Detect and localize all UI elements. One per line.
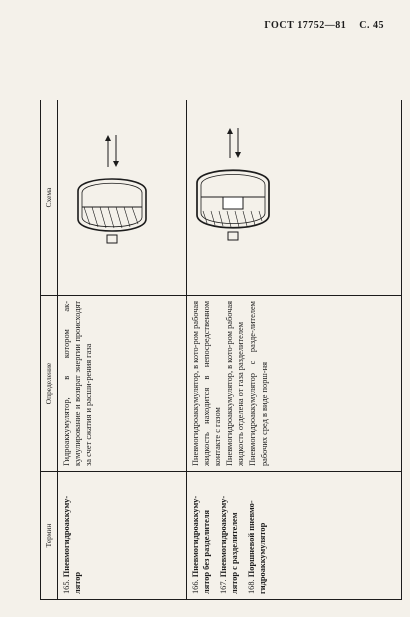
- definition-text: Пневмогидроаккумулятор, в кото-ром рабочая жидкость отделена от газа разделителем: [225, 301, 246, 466]
- accumulator-schematic-icon: [58, 100, 180, 295]
- column-header-term: Термин: [41, 472, 58, 600]
- definition-text: Гидроаккумулятор, в котором ак-кумулирование и возврат энергии происходят за счет сжатия и расши-рения газа: [62, 301, 94, 466]
- schema-cell: [187, 100, 402, 296]
- definition-text: Пневмогидроаккумулятор с разде-лителем рабочих сред в виде порш-ня: [248, 301, 269, 466]
- term-number: 167.: [219, 579, 229, 594]
- term-cell: [58, 472, 187, 600]
- table-row: [58, 100, 187, 600]
- column-header-schema: Схема: [41, 100, 58, 296]
- definition-cell: [187, 296, 402, 472]
- term-name: Пневмогидроаккуму-лятор: [62, 495, 83, 594]
- term-entry: [190, 477, 212, 594]
- definition-cell: [58, 296, 187, 472]
- term-entry: [218, 477, 240, 594]
- term-name: Пневмогидроаккуму-лятор с разделителем: [219, 495, 240, 594]
- term-name: Поршневой пневмо-гидроаккумулятор: [247, 500, 268, 594]
- column-header-definition: Определение: [41, 296, 58, 472]
- standard-number: ГОСТ 17752—81: [264, 20, 347, 31]
- term-number: 165.: [62, 579, 71, 594]
- page-header: [254, 20, 384, 31]
- term-number: 166.: [191, 579, 200, 594]
- definition-text: Пневмогидроаккумулятор, в кото-ром рабочая жидкость находится в непосредственном контакте с газом: [191, 301, 223, 466]
- term-entry: [246, 477, 268, 594]
- page-number: С. 45: [359, 20, 384, 31]
- schema-cell: [58, 100, 187, 296]
- rotated-table-frame: [40, 100, 402, 600]
- table-header-row: [41, 100, 58, 600]
- table-row: [187, 100, 402, 600]
- terms-table: [40, 100, 402, 600]
- term-entry: [61, 477, 83, 594]
- term-name: Пневмогидроаккуму-лятор без разделителя: [191, 495, 212, 594]
- rotated-table: [40, 100, 402, 600]
- piston-accumulator-schematic-icon: [195, 100, 315, 295]
- term-number: 168.: [247, 579, 257, 594]
- term-cell: [187, 472, 402, 600]
